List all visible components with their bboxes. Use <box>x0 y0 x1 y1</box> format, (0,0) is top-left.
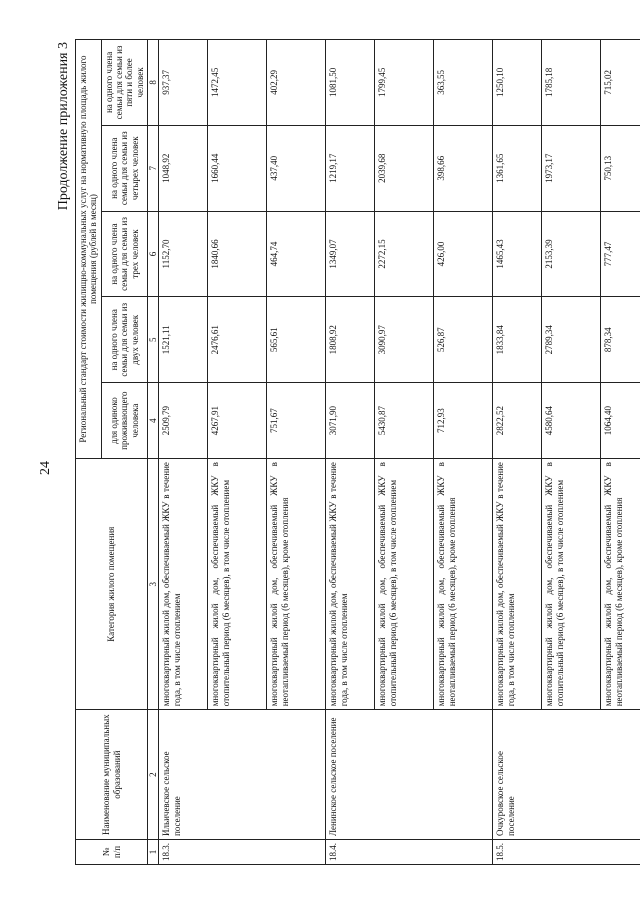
value-cell: 1785,18 <box>542 40 601 126</box>
value-cell: 1521,11 <box>159 297 208 383</box>
category-text: многоквартирный жилой дом, обеспечиваемый ЖКУ в неотапливаемый период (6 месяцев), кроме отопления <box>267 459 326 710</box>
value-cell: 1152,70 <box>159 211 208 297</box>
column-number: 3 <box>148 459 159 710</box>
row-code: 18.3. <box>159 840 326 865</box>
value-cell: 1472,45 <box>208 40 267 126</box>
value-cell: 1808,92 <box>326 297 375 383</box>
value-cell: 2822,52 <box>493 383 542 459</box>
value-cell: 4580,64 <box>542 383 601 459</box>
municipality-name: Ленинское сельское поселение <box>326 710 493 840</box>
value-cell: 1840,66 <box>208 211 267 297</box>
column-number: 6 <box>148 211 159 297</box>
header-sub: на одного члена семьи для семьи из четырех человек <box>101 125 147 211</box>
value-cell: 1799,45 <box>375 40 434 126</box>
header-municipality: Наименование муниципальных образований <box>76 710 148 840</box>
value-cell: 2272,15 <box>375 211 434 297</box>
row-code: 18.4. <box>326 840 493 865</box>
header-sub: на одного члена семьи для семьи из пяти и более человек <box>101 40 147 126</box>
value-cell: 5430,87 <box>375 383 434 459</box>
column-number: 7 <box>148 125 159 211</box>
value-cell: 2039,68 <box>375 125 434 211</box>
value-cell: 526,87 <box>434 297 493 383</box>
header-sub: для одиноко проживающего человека <box>101 383 147 459</box>
value-cell: 1361,65 <box>493 125 542 211</box>
category-text: многоквартирный жилой дом, обеспечиваемый ЖКУ в течение года, в том числе отоплением <box>159 459 208 710</box>
category-text: многоквартирный жилой дом, обеспечиваемый ЖКУ в течение года, в том числе отоплением <box>326 459 375 710</box>
column-number: 4 <box>148 383 159 459</box>
tariff-table <box>75 39 640 865</box>
value-cell: 1833,84 <box>493 297 542 383</box>
value-cell: 750,13 <box>601 125 640 211</box>
header-sub: на одного члена семьи для семьи из трех человек <box>101 211 147 297</box>
value-cell: 363,55 <box>434 40 493 126</box>
continuation-note: Продолжение приложения 3 <box>56 42 71 211</box>
value-cell: 1465,43 <box>493 211 542 297</box>
column-number: 5 <box>148 297 159 383</box>
value-cell: 1064,40 <box>601 383 640 459</box>
category-text: многоквартирный жилой дом, обеспечиваемый ЖКУ в течение года, в том числе отоплением <box>493 459 542 710</box>
value-cell: 1349,07 <box>326 211 375 297</box>
value-cell: 464,74 <box>267 211 326 297</box>
category-text: многоквартирный жилой дом, обеспечиваемый ЖКУ в отопительный период (6 месяцев), в том числе отоплением <box>375 459 434 710</box>
value-cell: 937,37 <box>159 40 208 126</box>
table-row <box>326 40 375 865</box>
value-cell: 1219,17 <box>326 125 375 211</box>
value-cell: 3090,97 <box>375 297 434 383</box>
page-number: 24 <box>38 461 53 475</box>
header-standard: Региональный стандарт стоимости жилищно-коммунальных услуг на нормативную площадь жилого помещения (рублей в месяц) <box>76 40 102 459</box>
value-cell: 437,40 <box>267 125 326 211</box>
value-cell: 4267,91 <box>208 383 267 459</box>
column-number: 8 <box>148 40 159 126</box>
column-number: 1 <box>148 840 159 865</box>
category-text: многоквартирный жилой дом, обеспечиваемый ЖКУ в неотапливаемый период (6 месяцев), кроме отопления <box>601 459 640 710</box>
value-cell: 715,02 <box>601 40 640 126</box>
value-cell: 3071,90 <box>326 383 375 459</box>
value-cell: 1973,17 <box>542 125 601 211</box>
value-cell: 2789,34 <box>542 297 601 383</box>
municipality-name: Ильичевское сельское поселение <box>159 710 326 840</box>
header-sub: на одного члена семьи для семьи из двух человек <box>101 297 147 383</box>
value-cell: 777,47 <box>601 211 640 297</box>
row-code: 18.5. <box>493 840 640 865</box>
table-body <box>159 40 640 865</box>
value-cell: 712,93 <box>434 383 493 459</box>
value-cell: 2476,61 <box>208 297 267 383</box>
value-cell: 2509,79 <box>159 383 208 459</box>
value-cell: 1081,50 <box>326 40 375 126</box>
category-text: многоквартирный жилой дом, обеспечиваемый ЖКУ в неотапливаемый период (6 месяцев), кроме отопления <box>434 459 493 710</box>
header-number: № п/п <box>76 840 148 865</box>
category-text: многоквартирный жилой дом, обеспечиваемый ЖКУ в отопительный период (6 месяцев), в том числе отоплением <box>542 459 601 710</box>
value-cell: 398,66 <box>434 125 493 211</box>
table-row <box>493 40 542 865</box>
value-cell: 565,61 <box>267 297 326 383</box>
header-category: Категория жилого помещения <box>76 459 148 710</box>
municipality-name: Очкуровское сельское поселение <box>493 710 640 840</box>
value-cell: 878,34 <box>601 297 640 383</box>
value-cell: 1660,44 <box>208 125 267 211</box>
column-number: 2 <box>148 710 159 840</box>
table-row <box>159 40 208 865</box>
value-cell: 751,67 <box>267 383 326 459</box>
value-cell: 402,29 <box>267 40 326 126</box>
category-text: многоквартирный жилой дом, обеспечиваемый ЖКУ в отопительный период (6 месяцев), в том числе отоплением <box>208 459 267 710</box>
value-cell: 426,00 <box>434 211 493 297</box>
value-cell: 1048,92 <box>159 125 208 211</box>
value-cell: 1250,10 <box>493 40 542 126</box>
value-cell: 2153,39 <box>542 211 601 297</box>
